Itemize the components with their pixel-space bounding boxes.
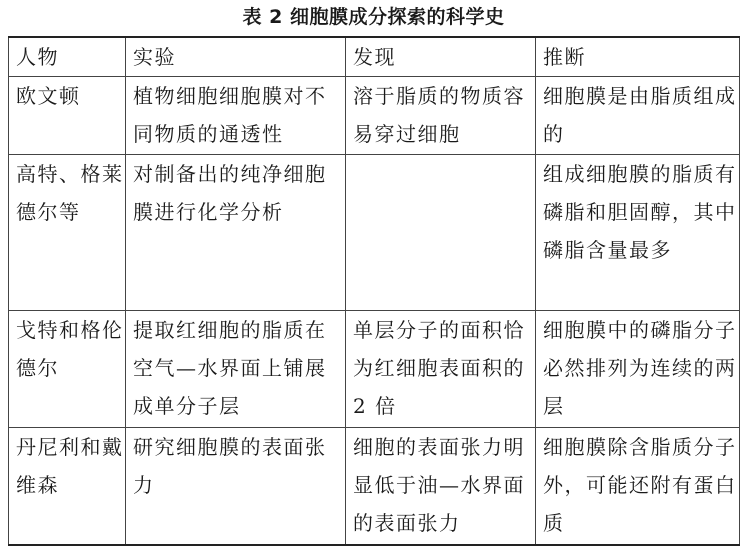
experiment-cell: 研究细胞膜的表面张力 xyxy=(126,428,346,545)
person-cell: 戈特和格伦德尔 xyxy=(9,311,126,428)
person-cell: 欧文顿 xyxy=(9,77,126,155)
experiment-cell: 提取红细胞的脂质在空气—水界面上铺展成单分子层 xyxy=(126,311,346,428)
header-inference: 推断 xyxy=(536,37,740,77)
finding-cell: 溶于脂质的物质容易穿过细胞 xyxy=(346,77,536,155)
table-row xyxy=(9,428,740,545)
header-row xyxy=(9,37,740,77)
header-finding: 发现 xyxy=(346,37,536,77)
inference-cell: 细胞膜是由脂质组成的 xyxy=(536,77,740,155)
inference-cell: 细胞膜中的磷脂分子必然排列为连续的两层 xyxy=(536,311,740,428)
table-row xyxy=(9,77,740,155)
table-row xyxy=(9,311,740,428)
experiment-cell: 植物细胞细胞膜对不同物质的通透性 xyxy=(126,77,346,155)
person-cell: 高特、格莱德尔等 xyxy=(9,155,126,311)
person-cell: 丹尼利和戴维森 xyxy=(9,428,126,545)
experiment-cell: 对制备出的纯净细胞膜进行化学分析 xyxy=(126,155,346,311)
science-history-table xyxy=(8,36,740,546)
inference-cell: 组成细胞膜的脂质有磷脂和胆固醇，其中磷脂含量最多 xyxy=(536,155,740,311)
header-person: 人物 xyxy=(9,37,126,77)
table-row xyxy=(9,155,740,311)
table-caption: 表 2 细胞膜成分探索的科学史 xyxy=(242,6,505,28)
finding-cell: 细胞的表面张力明显低于油—水界面的表面张力 xyxy=(346,428,536,545)
inference-cell: 细胞膜除含脂质分子外，可能还附有蛋白质 xyxy=(536,428,740,545)
header-experiment: 实验 xyxy=(126,37,346,77)
finding-cell xyxy=(346,155,536,311)
finding-cell: 单层分子的面积恰为红细胞表面积的 2 倍 xyxy=(346,311,536,428)
